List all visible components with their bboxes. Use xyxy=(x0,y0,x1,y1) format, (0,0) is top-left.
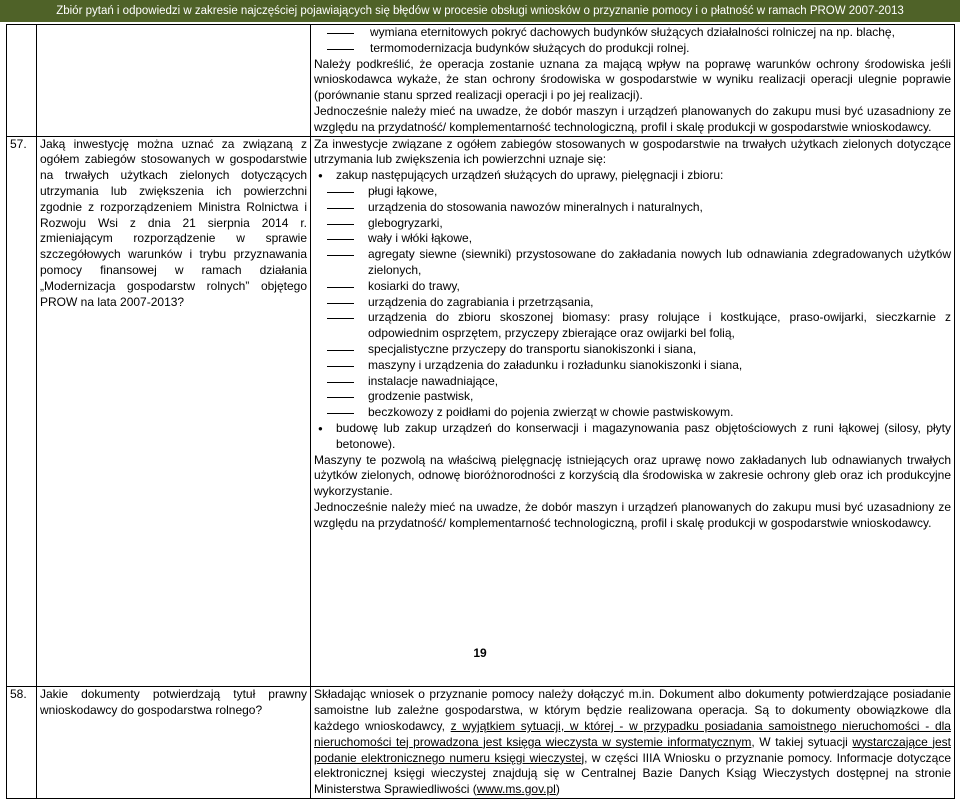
question-number: 58. xyxy=(7,687,37,799)
page-number: 19 xyxy=(473,646,487,660)
list-item: urządzenia do stosowania nawozów mineralnych i naturalnych, xyxy=(314,200,951,216)
qa-table xyxy=(6,24,955,799)
table-row-q58 xyxy=(7,687,955,799)
answer-intro: Za inwestycje związane z ogółem zabiegów stosowanych w gospodarstwie na trwałych użytkach zielonych dotyczące utrzymania lub zwiększenia ich powierzchni uznaje się: xyxy=(314,136,951,167)
list-item: wały i włóki łąkowe, xyxy=(314,231,951,247)
paragraph: Należy podkreślić, że operacja zostanie uznana za mającą wpływ na poprawę warunków ochrony środowiska jeśli wnioskodawca wykaże, że stan ochrony środowiska w gospodarstwie w wyniku realizacji operacji ulegnie poprawie (porównanie stanu sprzed realizacji operacji i po jej realizacji). xyxy=(314,56,951,103)
list-item: urządzenia do zagrabiania i przetrząsania, xyxy=(314,295,951,311)
paragraph: Maszyny te pozwolą na właściwą pielęgnację istniejących oraz uprawę nowo zakładanych lub odnawianych trwałych użytków zielonych, odnowę bioróżnorodności z korzyścią dla środowiska w zakresie ochrony gleb oraz ich produkcyjne wykorzystanie. xyxy=(314,452,951,499)
list-item: termomodernizacja budynków służących do produkcji rolnej. xyxy=(314,41,951,57)
answer-text: Składając wniosek o przyznanie pomocy należy dołączyć m.in. Dokument albo dokumenty potwierdzające posiadanie samoistne lub zależne gospodarstwa, w którym będzie realizowana operacja. Są to dokumenty obowiązkowe dla każdego wnioskodawcy, xyxy=(314,687,951,733)
answer-text: , W takiej sytuacji xyxy=(751,734,853,749)
question-cell xyxy=(37,25,311,137)
ms-gov-link[interactable]: www.ms.gov.pl xyxy=(476,782,556,797)
table-row-continued xyxy=(7,25,955,137)
question-57: Jaką inwestycję można uznać za związaną z ogółem zabiegów stosowanych w gospodarstwie na trwałych użytkach zielonych dotyczących utrzymania lub zwiększenia ich powierzchni zgodnie z rozporządzeniem Ministra Rolnictwa i Rozwoju Wsi z dnia 21 sierpnia 2014 r. zmieniającym rozporządzenie w sprawie szczegółowych warunków i trybu przyznawania pomocy finansowej w ramach działania „Modernizacja gospodarstw rolnych” objętego PROW na lata 2007-2013? xyxy=(40,136,307,309)
list-item: urządzenia do zbioru skoszonej biomasy: prasy rolujące i kostkujące, praso-owijarki, sieczkarnie z odpowiednim osprzętem, przyczepy zbierające oraz owijarki bel folią, xyxy=(314,310,951,342)
num-cell xyxy=(7,25,37,137)
question-number: 57. xyxy=(7,136,37,687)
answer-57 xyxy=(311,136,955,687)
table-row-q57 xyxy=(7,136,955,687)
question-text xyxy=(37,687,311,799)
answer-text: ) xyxy=(555,782,560,797)
list-item: agregaty siewne (siewniki) przystosowane do zakładania nowych lub odnawiania zdegradowanych użytków zielonych, xyxy=(314,247,951,279)
list-item: grodzenie pastwisk, xyxy=(314,389,951,405)
list-item: pługi łąkowe, xyxy=(314,184,951,200)
list-item: maszyny i urządzenia do załadunku i rozładunku sianokiszonki i siana, xyxy=(314,358,951,374)
document-header: Zbiór pytań i odpowiedzi w zakresie najczęściej pojawiających się błędów w procesie obsługi wniosków o przyznanie pomocy i o płatność w ramach PROW 2007-2013 xyxy=(0,0,960,22)
list-item: beczkowozy z poidłami do pojenia zwierząt w chowie pastwiskowym. xyxy=(314,405,951,421)
list-item: instalacje nawadniające, xyxy=(314,374,951,390)
bullet-item: ● budowę lub zakup urządzeń do konserwacji i magazynowania pasz objętościowych z runi łąkowej (silosy, płyty betonowe). xyxy=(314,421,951,453)
paragraph: Jednocześnie należy mieć na uwadze, że dobór maszyn i urządzeń planowanych do zakupu musi być uzasadniony ze względu na przydatność/ komplementarność technologiczną, profil i skalę produkcji w gospodarstwie wnioskodawcy. xyxy=(314,103,951,134)
answer-58 xyxy=(311,687,955,799)
answer-underlined: z wyjątkiem sytuacji, w której - w przypadku posiadania samoistnego nieruchomości - dla nieruchomości tej prowadzona jest księga wieczysta w systemie informatycznym xyxy=(314,718,951,749)
answer-underlined: wystarczające jest podanie elektronicznego numeru księgi wieczystej xyxy=(314,734,951,765)
answer-cell-continued xyxy=(311,25,955,137)
list-item: glebogryzarki, xyxy=(314,216,951,232)
answer-text: , w części IIIA Wniosku o przyznanie pomocy. Informacje dotyczące elektronicznej księgi wieczystej znajdują się w Centralnej Bazie Danych Ksiąg Wieczystych dostępnej na stronie Ministerstwa Sprawiedliwości ( xyxy=(314,750,951,797)
bullet-item: ● zakup następujących urządzeń służących do uprawy, pielęgnacji i zbioru: xyxy=(314,168,951,184)
list-item: specjalistyczne przyczepy do transportu sianokiszonki i siana, xyxy=(314,342,951,358)
list-item: kosiarki do trawy, xyxy=(314,279,951,295)
question-text xyxy=(37,136,311,687)
question-58: Jakie dokumenty potwierdzają tytuł prawny wnioskodawcy do gospodarstwa rolnego? xyxy=(40,687,307,718)
list-item: wymiana eternitowych pokryć dachowych budynków służących działalności rolniczej na np. blachę, xyxy=(314,25,951,41)
paragraph: Jednocześnie należy mieć na uwadze, że dobór maszyn i urządzeń planowanych do zakupu musi być uzasadniony ze względu na przydatność/ komplementarność technologiczną, profil i skalę produkcji w gospodarstwie wnioskodawcy. xyxy=(314,499,951,530)
